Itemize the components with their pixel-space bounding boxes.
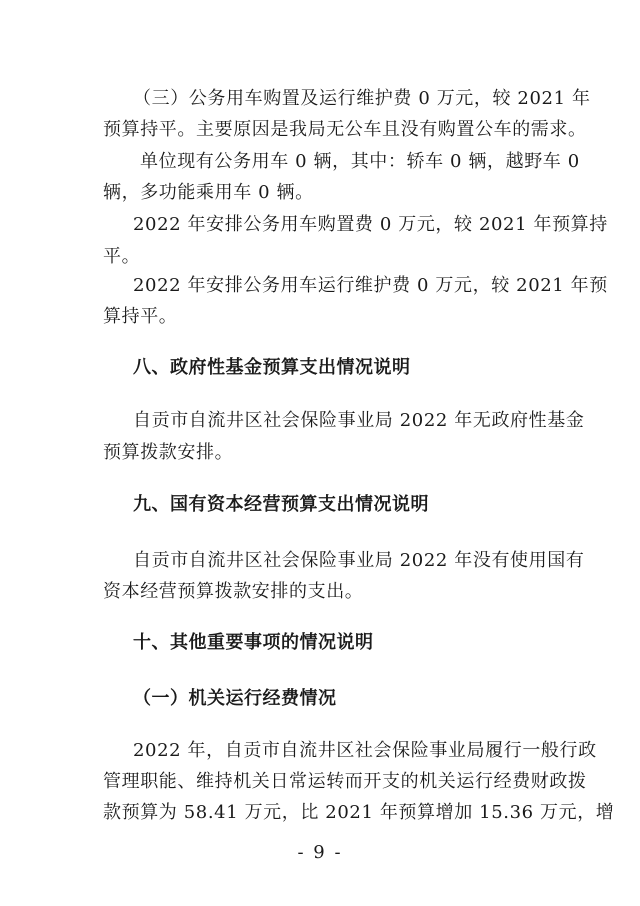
section9-line1: 自贡市自流井区社会保险事业局 2022 年没有使用国有 (133, 550, 585, 571)
section10-subheading1: （一）机关运行经费情况 (133, 688, 337, 709)
car-para2-line2: 辆，多功能乘用车 0 辆。 (103, 182, 314, 203)
car-para1-line2: 预算持平。主要原因是我局无公车且没有购置公车的需求。 (103, 119, 587, 140)
car-para1-line1: （三）公务用车购置及运行维护费 0 万元，较 2021 年 (133, 88, 591, 109)
section9-heading: 九、国有资本经营预算支出情况说明 (133, 494, 429, 515)
section10-line3: 款预算为 58.41 万元，比 2021 年预算增加 15.36 万元，增 (103, 802, 615, 823)
car-para2-line1: 单位现有公务用车 0 辆，其中：轿车 0 辆，越野车 0 (140, 151, 580, 172)
section8-line1: 自贡市自流井区社会保险事业局 2022 年无政府性基金 (133, 410, 585, 431)
section10-heading: 十、其他重要事项的情况说明 (133, 632, 374, 653)
car-para3-line2: 平。 (103, 246, 141, 267)
section9-line2: 资本经营预算拨款安排的支出。 (103, 581, 364, 602)
car-para4-line1: 2022 年安排公务用车运行维护费 0 万元，较 2021 年预 (133, 275, 608, 296)
car-para4-line2: 算持平。 (103, 306, 178, 327)
car-para3-line1: 2022 年安排公务用车购置费 0 万元，较 2021 年预算持 (133, 214, 608, 235)
page-number: - 9 - (297, 842, 343, 863)
section8-line2: 预算拨款安排。 (103, 442, 234, 463)
section8-heading: 八、政府性基金预算支出情况说明 (133, 357, 411, 378)
section10-line1: 2022 年，自贡市自流井区社会保险事业局履行一般行政 (133, 740, 597, 761)
section10-line2: 管理职能、维持机关日常运转而开支的机关运行经费财政拨 (103, 771, 587, 792)
